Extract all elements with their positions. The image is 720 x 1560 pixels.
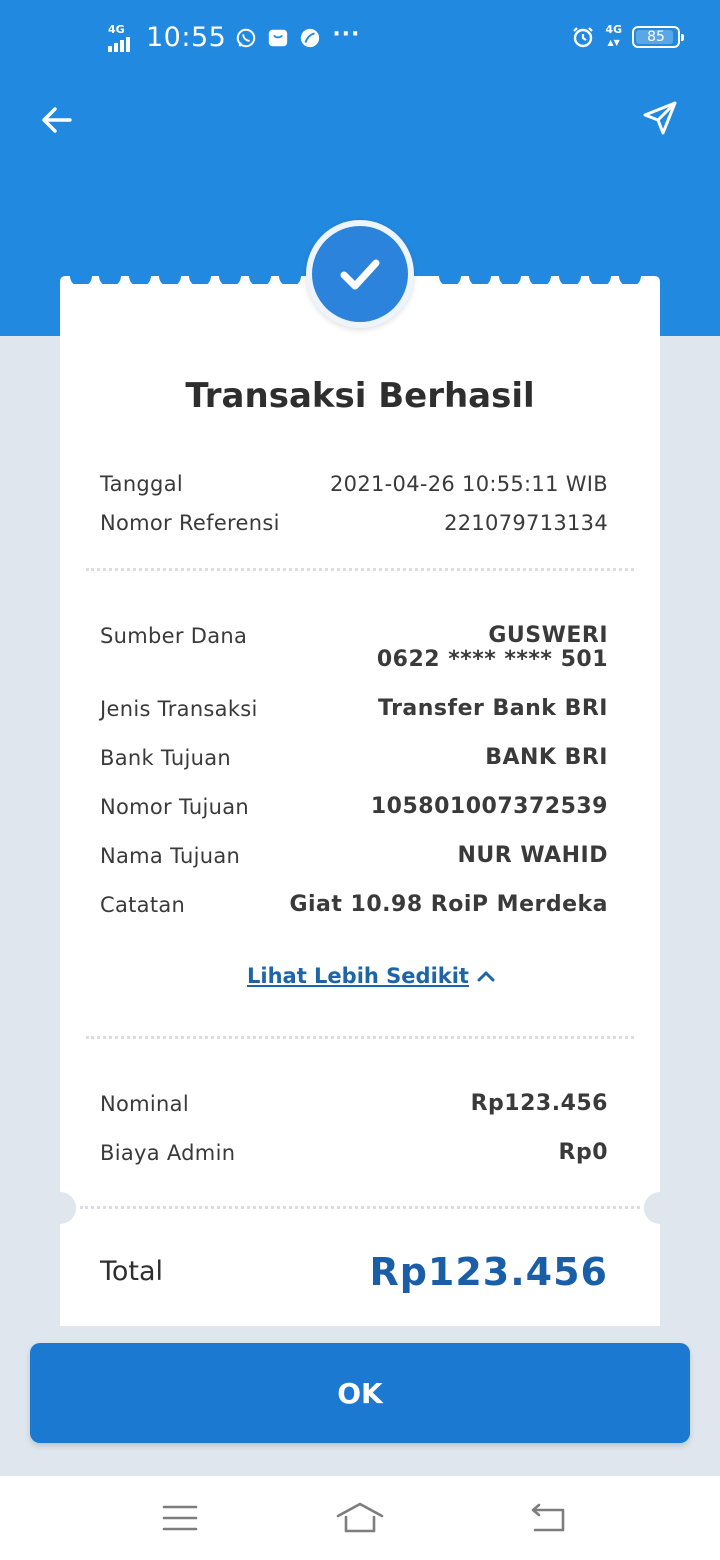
status-right — [571, 24, 680, 49]
date-value: 2021-04-26 10:55:11 WIB — [330, 472, 608, 496]
battery-level: 85 — [647, 28, 665, 45]
show-less-label: Lihat Lebih Sedikit — [247, 964, 469, 988]
check-icon — [334, 248, 386, 300]
date-row — [100, 472, 608, 496]
source-name: GUSWERI — [488, 623, 608, 648]
source-label: Sumber Dana — [100, 624, 248, 648]
destination-bank-row — [100, 746, 608, 770]
back-icon — [529, 1502, 567, 1534]
source-value — [377, 624, 608, 672]
source-account: 0622 **** **** 501 — [376, 647, 608, 672]
page-title: Transaksi Berhasil — [185, 376, 535, 416]
home-icon — [335, 1501, 385, 1535]
back-button[interactable] — [34, 98, 78, 142]
note-label: Catatan — [100, 893, 186, 917]
success-badge — [306, 220, 414, 328]
transaction-type-value: Transfer Bank BRI — [377, 696, 608, 721]
destination-name-value: NUR WAHID — [457, 843, 608, 868]
system-nav-bar — [0, 1476, 720, 1560]
destination-number-label: Nomor Tujuan — [100, 795, 250, 819]
shopping-bag-icon — [266, 26, 290, 50]
destination-bank-value: BANK BRI — [485, 745, 608, 770]
leaf-app-icon — [298, 26, 322, 50]
recent-apps-button[interactable] — [150, 1490, 210, 1546]
arrow-left-icon — [38, 102, 74, 138]
divider — [86, 568, 634, 571]
admin-fee-row — [100, 1141, 608, 1165]
destination-number-row — [100, 795, 608, 819]
nominal-row — [100, 1092, 608, 1116]
network-type-label: 4G — [108, 22, 125, 36]
nominal-label: Nominal — [100, 1092, 189, 1116]
send-icon — [641, 99, 679, 137]
signal-icon — [108, 24, 138, 52]
status-bar — [0, 0, 720, 76]
receipt-notch-left — [44, 1192, 76, 1224]
chevron-up-icon — [477, 969, 495, 983]
whatsapp-icon — [234, 26, 258, 50]
admin-fee-value: Rp0 — [558, 1140, 608, 1165]
reference-value: 221079713134 — [444, 511, 608, 535]
receipt-notch-right — [644, 1192, 676, 1224]
network-indicator: 4G ▲▼ — [605, 23, 622, 47]
clock: 10:55 — [146, 22, 227, 53]
admin-fee-label: Biaya Admin — [100, 1141, 236, 1165]
more-notifications-icon: ··· — [332, 22, 361, 47]
ok-button[interactable]: OK — [30, 1343, 690, 1443]
note-row — [100, 893, 608, 917]
show-less-link[interactable] — [247, 964, 495, 988]
total-value: Rp123.456 — [369, 1250, 608, 1294]
date-label: Tanggal — [100, 472, 183, 496]
reference-row — [100, 511, 608, 535]
destination-bank-label: Bank Tujuan — [100, 746, 231, 770]
divider — [80, 1206, 640, 1209]
divider — [86, 1036, 634, 1039]
nominal-value: Rp123.456 — [470, 1091, 608, 1116]
battery-icon — [632, 26, 680, 48]
status-left — [108, 22, 360, 53]
network-type-label-right: 4G — [605, 23, 622, 36]
destination-name-label: Nama Tujuan — [100, 844, 241, 868]
destination-number-value: 105801007372539 — [370, 794, 608, 819]
system-back-button[interactable] — [518, 1490, 578, 1546]
source-row — [100, 624, 608, 672]
transaction-type-row — [100, 697, 608, 721]
destination-name-row — [100, 844, 608, 868]
total-label: Total — [100, 1256, 164, 1287]
home-button[interactable] — [330, 1490, 390, 1546]
share-button[interactable] — [638, 96, 682, 140]
transaction-type-label: Jenis Transaksi — [100, 697, 258, 721]
note-value: Giat 10.98 RoiP Merdeka — [289, 892, 608, 917]
alarm-icon — [571, 25, 595, 49]
reference-label: Nomor Referensi — [100, 511, 280, 535]
menu-icon — [162, 1503, 198, 1533]
